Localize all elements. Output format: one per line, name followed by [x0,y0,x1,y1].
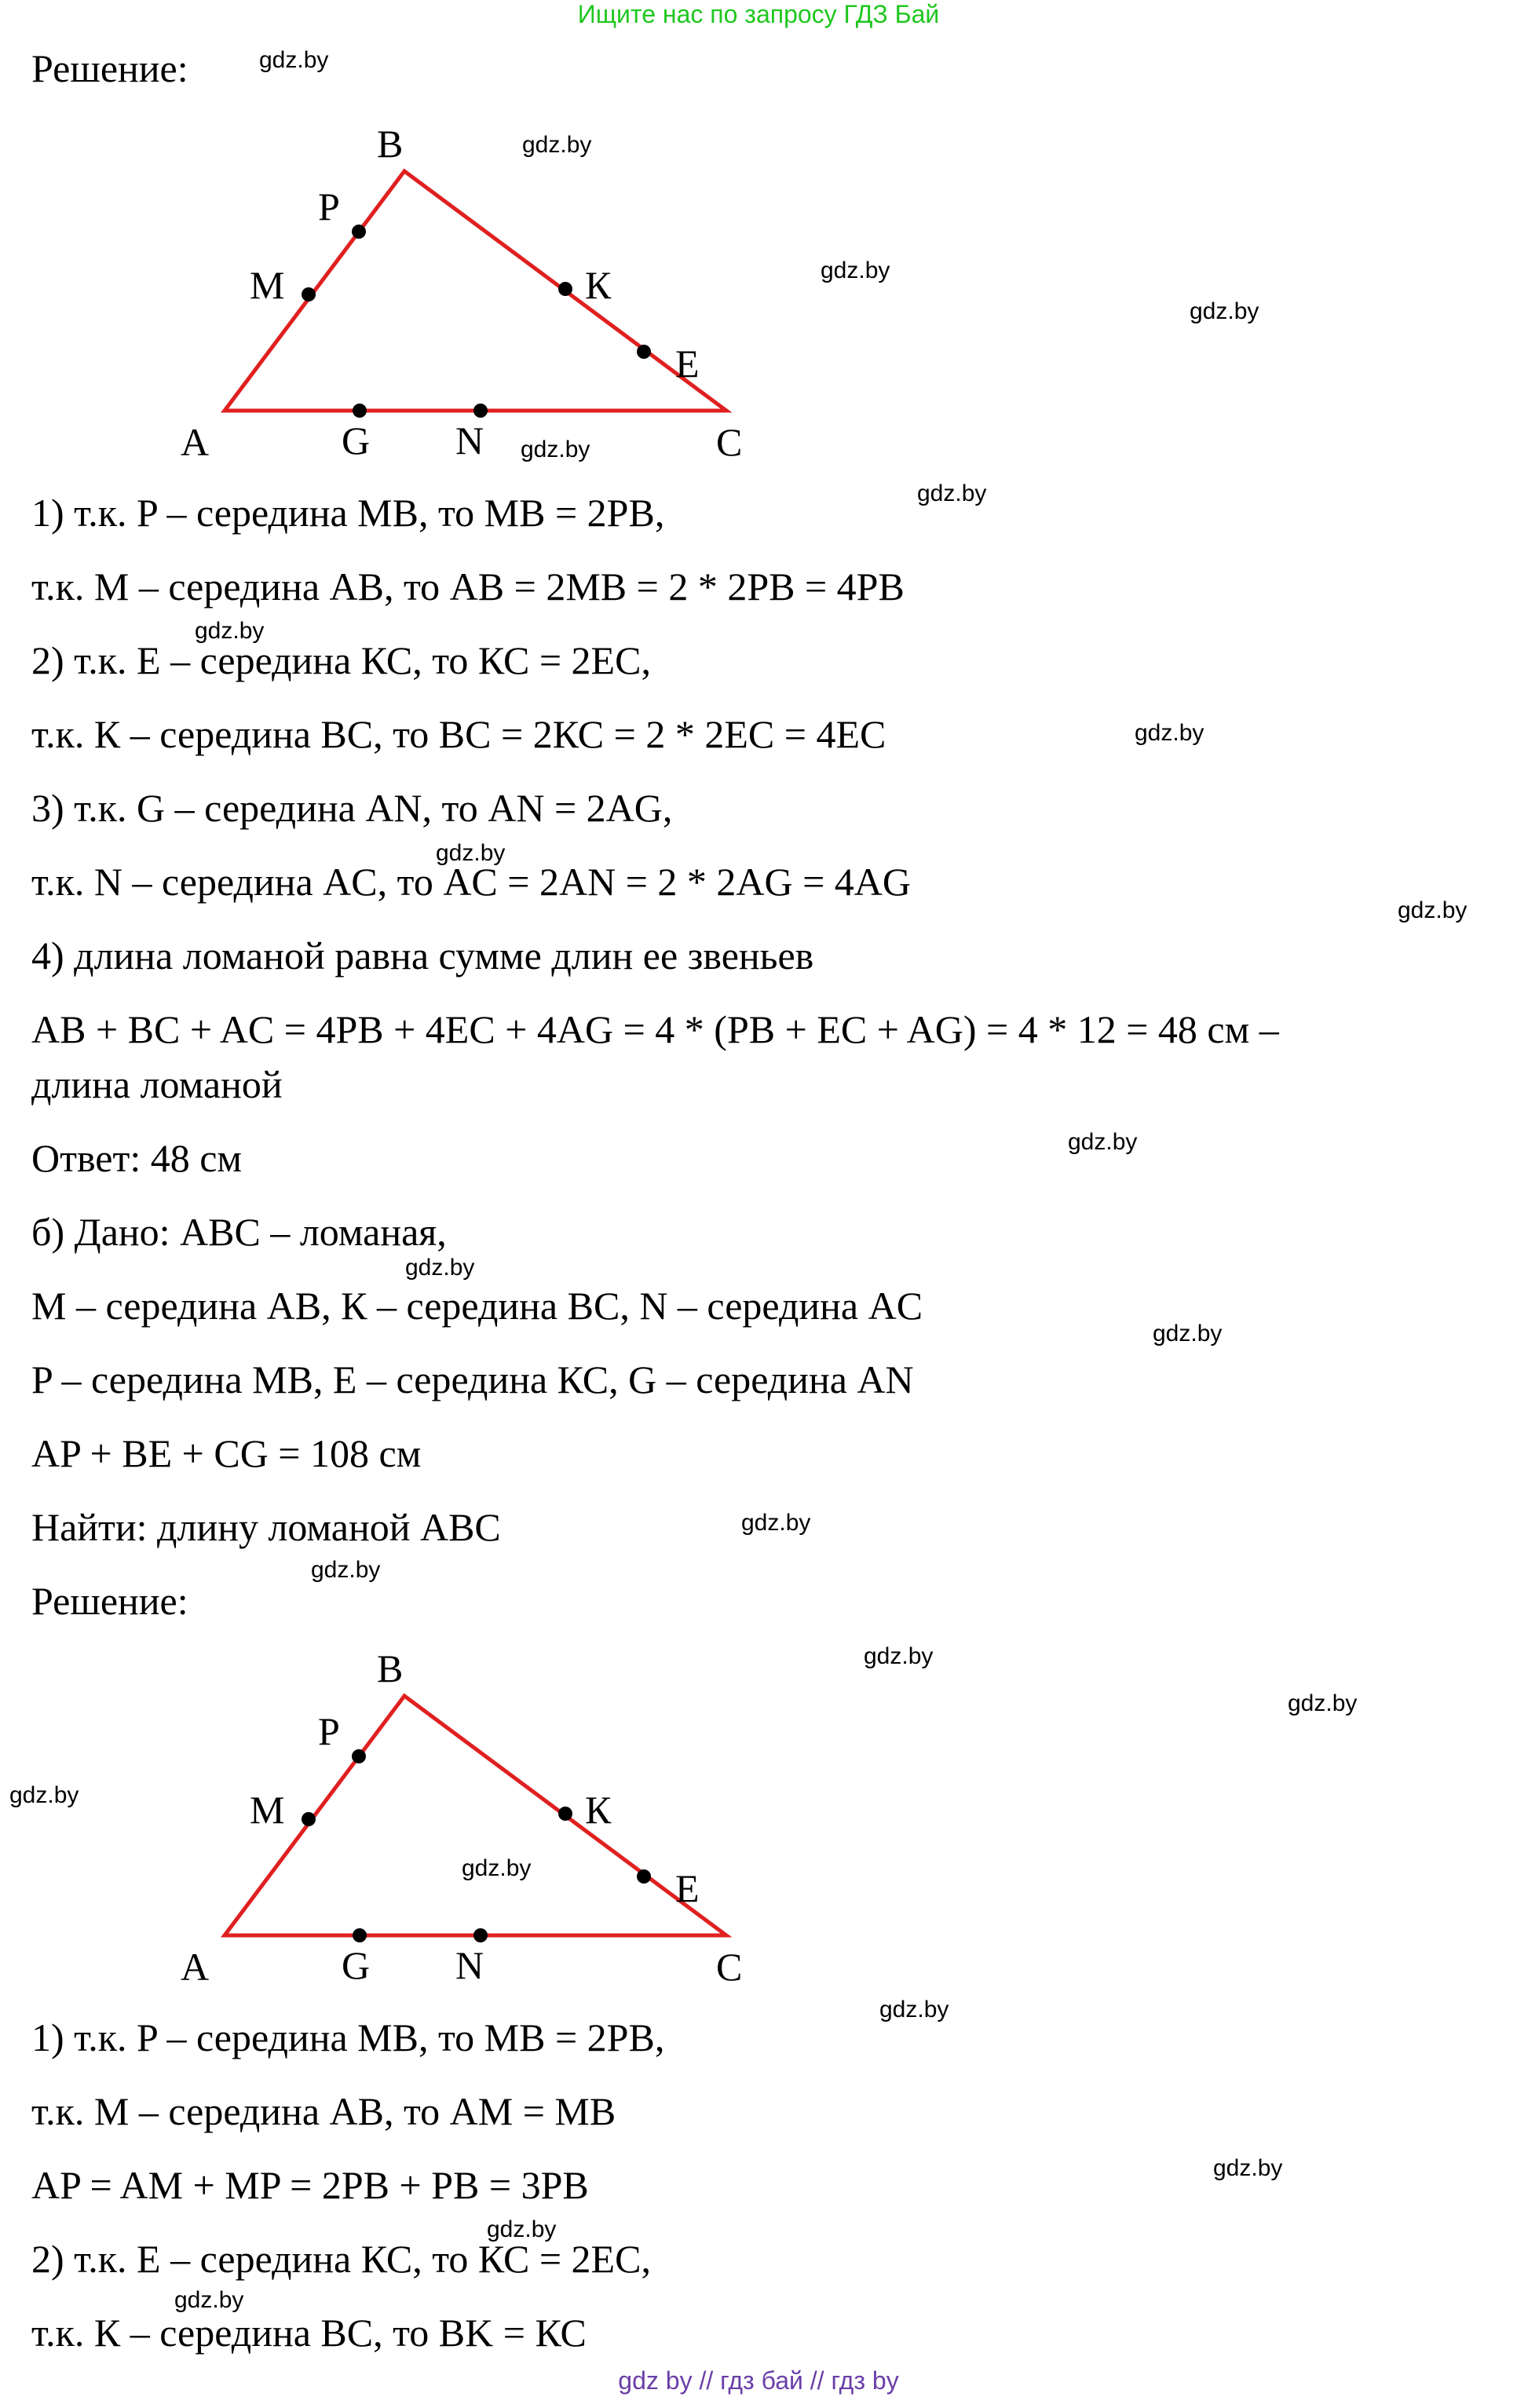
watermark: gdz.by [487,2216,557,2242]
solution-line: 1) т.к. P – середина MB, то MB = 2PB, [31,2015,665,2059]
point-p [352,225,366,239]
watermark: gdz.by [879,1997,949,2023]
point-m [302,287,316,301]
footer-links[interactable]: gdz by // гдз бай // гдз by [618,2366,899,2395]
solution-line: AP = AM + MP = 2PB + PB = 3PB [31,2163,589,2207]
label-a: A [181,1945,210,1989]
watermark: gdz.by [1153,1321,1223,1347]
watermark: gdz.by [9,1782,79,1808]
solution-line: длина ломаной [31,1062,283,1106]
point-e [637,345,651,359]
solution-line: т.к. К – середина BC, то BC = 2КС = 2 * 2EC = 4EC [31,712,886,756]
given-line: б) Дано: ABC – ломаная, [31,1210,447,1254]
find-line: Найти: длину ломаной ABC [31,1505,501,1549]
label-g: G [342,1943,371,1987]
solution-line: т.к. N – середина AC, то AC = 2AN = 2 * 2AG = 4AG [31,860,912,904]
watermark: gdz.by [195,618,265,644]
label-p: P [318,1709,340,1753]
watermark: gdz.by [436,840,506,866]
solution-heading: Решение: [31,46,188,90]
label-g: G [342,418,371,462]
label-k: К [585,263,612,307]
label-k: К [585,1788,612,1832]
given-line: P – середина MB, E – середина КС, G – середина AN [31,1357,914,1401]
point-e [637,1869,651,1884]
point-m [302,1812,316,1826]
label-n: N [455,418,484,462]
solution-line: т.к. M – середина AB, то AM = MB [31,2089,616,2133]
answer-line: Ответ: 48 см [31,1136,243,1180]
point-n [473,404,488,418]
search-banner[interactable]: Ищите нас по запросу ГДЗ Бай [577,0,940,28]
label-b: B [377,122,404,166]
watermark: gdz.by [462,1855,532,1881]
solution-line: т.к. M – середина AB, то AB = 2MB = 2 * 2PB = 4PB [31,565,905,608]
point-k [558,1807,572,1821]
given-line: M – середина AB, К – середина BC, N – середина AC [31,1284,923,1328]
watermark: gdz.by [1190,298,1259,324]
point-n [473,1928,488,1942]
label-p: P [318,185,340,228]
watermark: gdz.by [174,2287,244,2313]
watermark: gdz.by [1288,1690,1358,1716]
watermark: gdz.by [521,437,590,462]
label-e: E [675,1866,700,1910]
point-p [352,1749,366,1763]
label-c: C [716,1945,743,1989]
watermark: gdz.by [405,1255,475,1281]
point-g [353,404,367,418]
point-k [558,282,572,296]
watermark: gdz.by [1213,2155,1283,2181]
watermark: gdz.by [821,258,890,283]
label-n: N [455,1943,484,1987]
watermark: gdz.by [1135,720,1204,746]
watermark: gdz.by [864,1643,934,1669]
solution-heading: Решение: [31,1579,188,1623]
watermark: gdz.by [1398,897,1468,923]
watermark: gdz.by [917,481,987,506]
solution-line: 2) т.к. E – середина КС, то КС = 2EC, [31,2237,651,2281]
point-g [353,1928,367,1942]
watermark: gdz.by [522,132,592,158]
triangle-abc [225,1696,726,1935]
label-m: M [250,263,285,307]
label-a: A [181,420,210,464]
solution-line: 4) длина ломаной равна сумме длин ее звеньев [31,934,814,977]
solution-line: 1) т.к. P – середина MB, то MB = 2PB, [31,491,665,535]
label-c: C [716,420,743,464]
label-b: B [377,1646,404,1690]
triangle-figure-1 [0,118,785,471]
watermark: gdz.by [741,1510,811,1536]
solution-line: 2) т.к. E – середина КС, то КС = 2EC, [31,638,651,682]
given-line: AP + BE + CG = 108 см [31,1431,422,1475]
triangle-figure-2 [0,1642,785,1996]
label-e: E [675,342,700,385]
label-m: M [250,1788,285,1832]
triangle-abc [225,171,726,411]
solution-line: 3) т.к. G – середина AN, то AN = 2AG, [31,786,673,830]
solution-line: т.к. К – середина BC, то BK = КС [31,2311,587,2355]
watermark: gdz.by [311,1557,381,1583]
solution-line: AB + BC + AC = 4PB + 4EC + 4AG = 4 * (PB + EC + AG) = 4 * 12 = 48 см – [31,1007,1279,1051]
watermark: gdz.by [1068,1129,1138,1155]
watermark: gdz.by [259,47,329,73]
